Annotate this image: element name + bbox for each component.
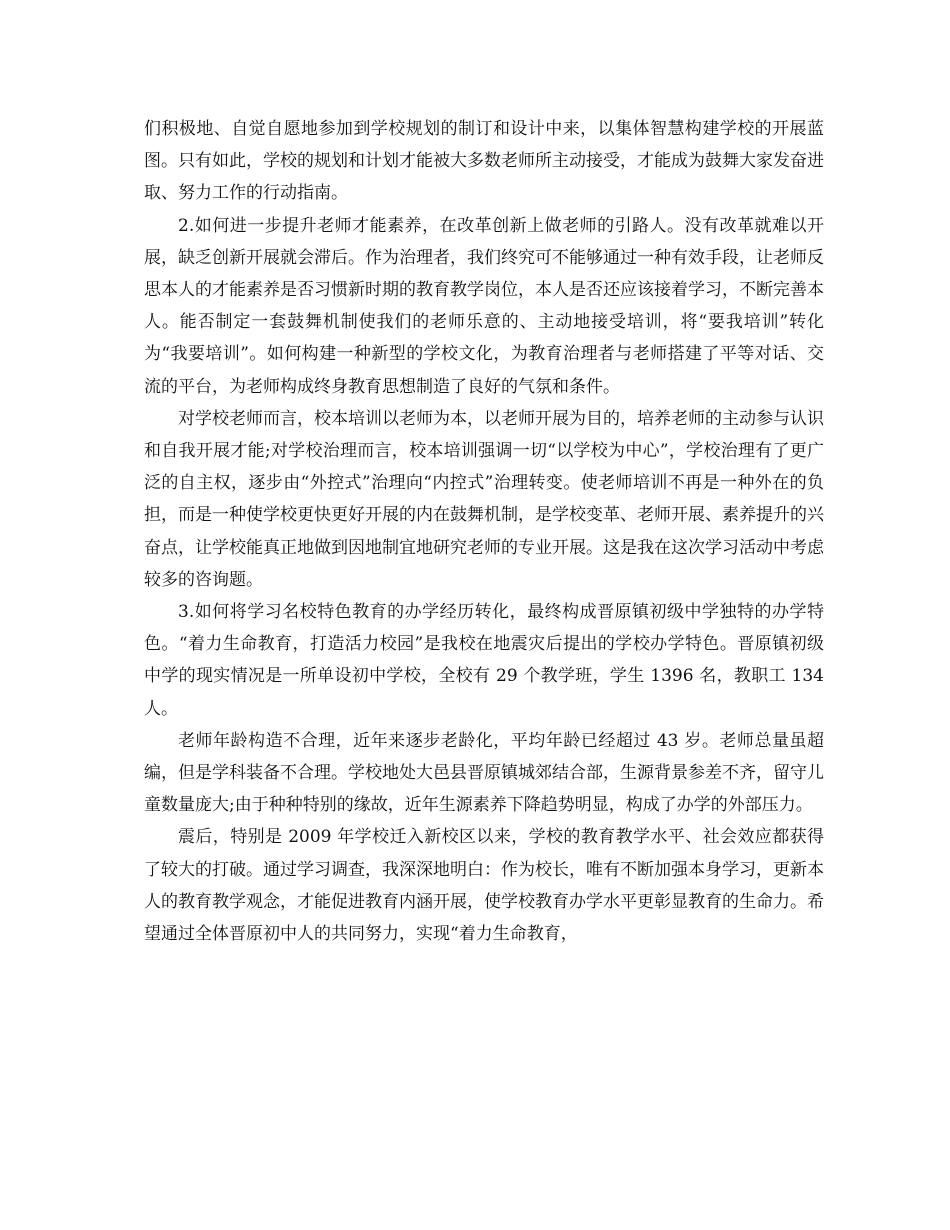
paragraph-item-3: 3.如何将学习名校特色教育的办学经历转化，最终构成晋原镇初级中学独特的办学特色。“着力生命教育，打造活力校园”是我校在地震灾后提出的学校办学特色。晋原镇初级中学的现实情况是一所单设初中学校，全校有 29 个教学班，学生 1396 名，教职工 134 人。 bbox=[144, 602, 824, 719]
paragraph-item-2: 2.如何进一步提升老师才能素养，在改革创新上做老师的引路人。没有改革就难以开展，缺乏创新开展就会滞后。作为治理者，我们终究可不能够通过一种有效手段，让老师反思本人的才能素养是否习惯新时期的教育教学岗位，本人是否还应该接着学习，不断完善本人。能否制定一套鼓舞机制使我们的老师乐意的、主动地接受培训，将“要我培训”转化为“我要培训”。如何构建一种新型的学校文化，为教育治理者与老师搭建了平等对话、交流的平台，为老师构成终身教育思想制造了良好的气氛和条件。 bbox=[144, 215, 824, 397]
paragraph-school-training: 对学校老师而言，校本培训以老师为本，以老师开展为目的，培养老师的主动参与认识和自我开展才能;对学校治理而言，校本培训强调一切“以学校为中心”，学校治理有了更广泛的自主权，逐步由“外控式”治理向“内控式”治理转变。使老师培训不再是一种外在的负担，而是一种使学校更快更好开展的内在鼓舞机制，是学校变革、老师开展、素养提升的兴奋点，让学校能真正地做到因地制宜地研究老师的专业开展。这是我在这次学习活动中考虑较多的咨询题。 bbox=[144, 408, 824, 590]
paragraph-teacher-age: 老师年龄构造不合理，近年来逐步老龄化，平均年龄已经超过 43 岁。老师总量虽超编，但是学科装备不合理。学校地处大邑县晋原镇城郊结合部，生源背景参差不齐，留守儿童数量庞大;由于种种特别的缘故，近年生源素养下降趋势明显，构成了办学的外部压力。 bbox=[144, 730, 824, 816]
paragraph-continued: 们积极地、自觉自愿地参加到学校规划的制订和设计中来，以集体智慧构建学校的开展蓝图。只有如此，学校的规划和计划才能被大多数老师所主动接受，才能成为鼓舞大家发奋进取、努力工作的行动指南。 bbox=[144, 119, 824, 204]
document-body bbox=[144, 113, 824, 950]
paragraph-post-earthquake: 震后，特别是 2009 年学校迁入新校区以来，学校的教育教学水平、社会效应都获得了较大的打破。通过学习调查，我深深地明白：作为校长，唯有不断加强本身学习，更新本人的教育教学观念，才能促进教育内涵开展，使学校教育办学水平更彰显教育的生命力。希望通过全体晋原初中人的共同努力，实现“着力生命教育， bbox=[144, 827, 824, 945]
